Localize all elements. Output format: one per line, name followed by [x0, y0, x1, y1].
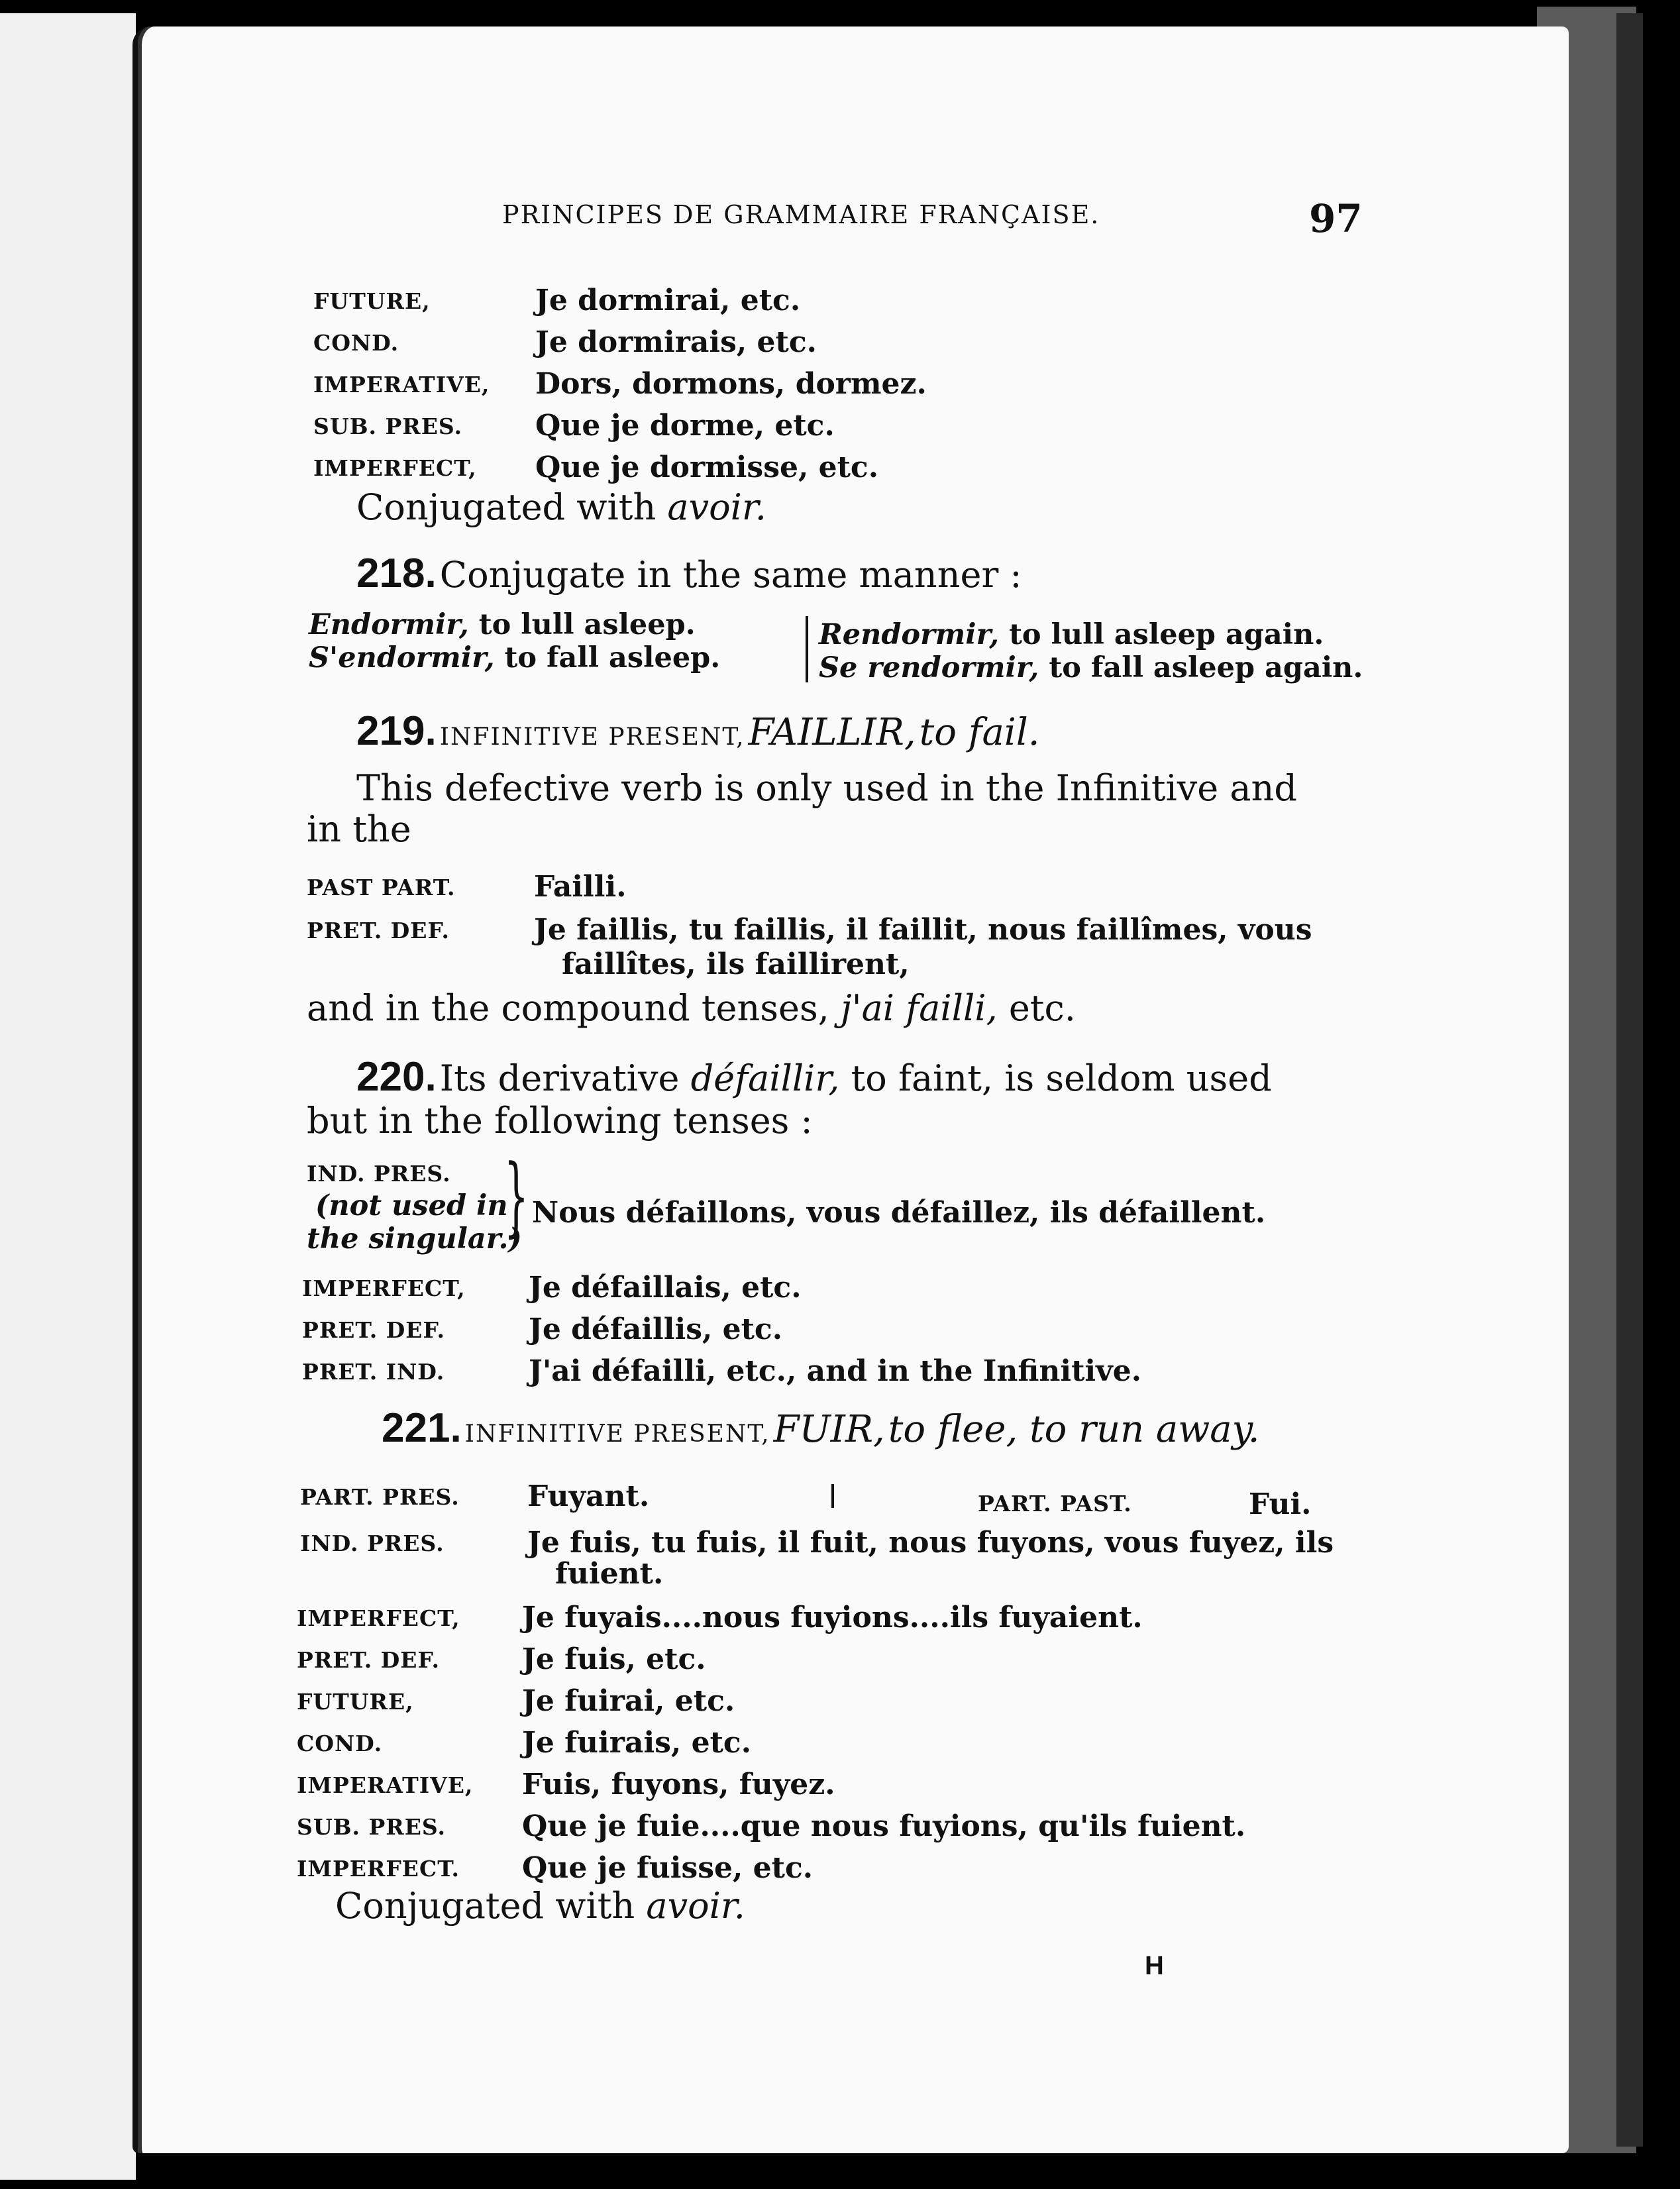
- section-number: 220.: [356, 1054, 437, 1100]
- tense-form: Je fuis, tu fuis, il fuit, nous fuyons, vous fuyez, ils: [527, 1526, 1334, 1560]
- tense-form: Fuis, fuyons, fuyez.: [522, 1768, 835, 1801]
- tense-label: PRET. DEF.: [297, 1647, 441, 1673]
- tense-label: IND. PRES.: [300, 1530, 445, 1556]
- verb-list-item: S'endormir, to fall asleep.: [309, 641, 721, 674]
- column-divider: [831, 1484, 834, 1508]
- tense-form: Je fuyais....nous fuyions....ils fuyaient.: [522, 1601, 1143, 1634]
- paragraph-line: and in the compound tenses, j'ai failli, etc.: [307, 987, 1076, 1029]
- running-header: PRINCIPES DE GRAMMAIRE FRANÇAISE.: [502, 200, 1100, 229]
- section-number: 221.: [382, 1405, 462, 1451]
- tense-note: the singular.): [307, 1222, 522, 1255]
- paragraph-line: in the: [307, 808, 411, 850]
- printer-mark: H: [1145, 1951, 1164, 1980]
- left-page-edge: [0, 13, 136, 2180]
- page-number: 97: [1309, 196, 1363, 241]
- verb-list-item: Endormir, to lull asleep.: [309, 608, 696, 641]
- section-221-heading: 221. INFINITIVE PRESENT, FUIR, to flee, to run away.: [382, 1405, 1260, 1451]
- section-219-heading: 219. INFINITIVE PRESENT, FAILLIR, to fail.: [356, 708, 1040, 754]
- tense-form-continued: fuient.: [555, 1557, 664, 1591]
- tense-label: COND.: [297, 1731, 383, 1756]
- tense-label: SUB. PRES.: [297, 1814, 446, 1840]
- tense-label: FUTURE,: [297, 1689, 414, 1715]
- tense-label: COND.: [313, 330, 399, 356]
- tense-form: Je fuirai, etc.: [522, 1684, 735, 1718]
- tense-label: FUTURE,: [313, 288, 431, 314]
- verb-list-item: Rendormir, to lull asleep again.: [819, 618, 1324, 651]
- tense-label: IMPERFECT,: [313, 455, 477, 481]
- tense-form: Que je dormisse, etc.: [535, 451, 879, 484]
- tense-form-continued: faillîtes, ils faillirent,: [562, 947, 910, 981]
- tense-label: PRET. DEF.: [302, 1317, 446, 1343]
- brace-icon: }: [503, 1146, 529, 1246]
- tense-label: IMPERATIVE,: [297, 1772, 474, 1798]
- tense-form: Dors, dormons, dormez.: [535, 367, 927, 401]
- tense-form: Fuyant.: [527, 1479, 650, 1513]
- tense-note: (not used in: [315, 1189, 508, 1222]
- tense-form: Je défaillis, etc.: [529, 1312, 783, 1346]
- tense-label: SUB. PRES.: [313, 413, 463, 439]
- paragraph-line: but in the following tenses :: [307, 1100, 813, 1142]
- tense-label: IMPERFECT,: [302, 1275, 466, 1301]
- tense-form: Fui.: [1249, 1487, 1312, 1521]
- tense-label: PAST PART.: [307, 875, 456, 900]
- section-220-heading: 220. Its derivative défaillir, to faint, is seldom used: [356, 1054, 1272, 1100]
- tense-form: Que je fuisse, etc.: [522, 1851, 814, 1885]
- column-divider: [806, 616, 808, 682]
- tense-label: PART. PAST.: [978, 1491, 1132, 1517]
- tense-label: IMPERATIVE,: [313, 372, 490, 398]
- tense-label: IMPERFECT,: [297, 1605, 460, 1631]
- tense-form: Que je dorme, etc.: [535, 409, 835, 443]
- paragraph-line: This defective verb is only used in the Infinitive and: [356, 767, 1297, 809]
- tense-form: Nous défaillons, vous défaillez, ils défaillent.: [532, 1196, 1266, 1230]
- tense-label: PRET. DEF.: [307, 918, 450, 943]
- section-number: 218.: [356, 551, 437, 596]
- verb-list-item: Se rendormir, to fall asleep again.: [819, 651, 1363, 684]
- book-cover-edge: [1616, 13, 1643, 2147]
- conjugation-note: Conjugated with avoir.: [356, 486, 766, 528]
- tense-label: IMPERFECT.: [297, 1856, 460, 1882]
- tense-form: Je fuirais, etc.: [522, 1726, 752, 1760]
- tense-form: Je dormirais, etc.: [535, 325, 817, 359]
- tense-form: Que je fuie....que nous fuyions, qu'ils fuient.: [522, 1809, 1246, 1843]
- tense-form: Je défaillais, etc.: [529, 1271, 802, 1305]
- tense-form: J'ai défailli, etc., and in the Infinitive.: [529, 1354, 1142, 1388]
- tense-form: Failli.: [534, 870, 627, 904]
- book-page: [132, 27, 1569, 2153]
- tense-label: PRET. IND.: [302, 1359, 445, 1385]
- conjugation-note: Conjugated with avoir.: [335, 1885, 745, 1927]
- tense-form: Je faillis, tu faillis, il faillit, nous faillîmes, vous: [534, 913, 1312, 947]
- tense-label: PART. PRES.: [300, 1484, 460, 1510]
- tense-label: IND. PRES.: [307, 1161, 451, 1187]
- section-number: 219.: [356, 708, 437, 754]
- section-218-heading: 218. Conjugate in the same manner :: [356, 551, 1022, 596]
- tense-form: Je fuis, etc.: [522, 1642, 706, 1676]
- tense-form: Je dormirai, etc.: [535, 284, 801, 317]
